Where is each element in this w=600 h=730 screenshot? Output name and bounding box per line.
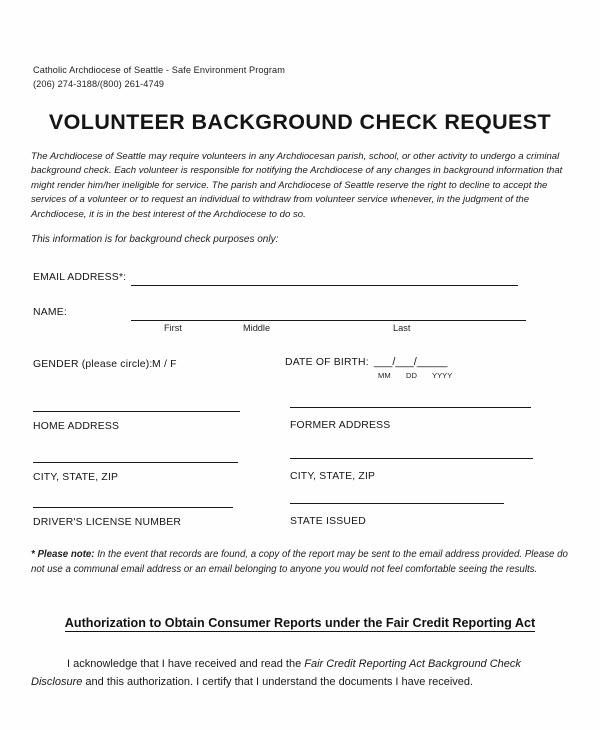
please-note-paragraph [31, 547, 581, 577]
name-label: NAME: [33, 307, 67, 318]
authorization-heading [0, 616, 600, 630]
organization-name: Catholic Archdiocese of Seattle - Safe Environment Program [33, 65, 285, 75]
home-address-input-line[interactable] [33, 411, 240, 412]
home-address-label: HOME ADDRESS [33, 421, 120, 432]
acknowledgement-paragraph [31, 656, 571, 691]
gender-options[interactable]: M / F [152, 359, 177, 370]
former-city-state-zip-label: CITY, STATE, ZIP [290, 471, 376, 482]
name-sublabel-first: First [164, 323, 182, 333]
drivers-license-input-line[interactable] [33, 507, 233, 508]
acknowledgement-part-1: I acknowledge that I have received and read the [67, 658, 305, 670]
state-issued-label: STATE ISSUED [290, 516, 366, 527]
gender-label: GENDER (please circle): [33, 359, 153, 370]
dob-sublabel-mm: MM [378, 371, 391, 380]
acknowledgement-part-2: and this authorization. I certify that I understand the documents I have received. [82, 675, 474, 688]
drivers-license-label: DRIVER'S LICENSE NUMBER [33, 517, 182, 528]
home-city-state-zip-input-line[interactable] [33, 462, 238, 463]
former-address-input-line[interactable] [290, 407, 531, 408]
dob-sublabel-dd: DD [406, 371, 417, 380]
acknowledgement-document-title: Fair Credit Reporting Act Background Check Disclosure [31, 658, 521, 688]
organization-header [33, 64, 285, 91]
former-address-label: FORMER ADDRESS [290, 420, 391, 431]
intro-paragraph: The Archdiocese of Seattle may require volunteers in any Archdiocesan parish, school, or other activity to undergo a criminal background check. Each volunteer is responsible for notifying the Archdiocese of any changes in background information that might render him/her ineligible for service. The parish and Archdiocese of Seattle reserve the right to decline to accept the services of a volunteer or to request an individual to withdraw from volunteer service whenever, in the judgment of the Archdiocese, it is in the best interest of the Archdiocese to do so. [31, 151, 563, 220]
date-of-birth-label: DATE OF BIRTH: [285, 357, 369, 368]
email-input-line[interactable] [131, 285, 518, 286]
home-city-state-zip-label: CITY, STATE, ZIP [33, 472, 119, 483]
name-sublabel-last: Last [393, 323, 411, 333]
email-label: EMAIL ADDRESS*: [33, 272, 127, 283]
page-title: VOLUNTEER BACKGROUND CHECK REQUEST [48, 110, 552, 134]
former-city-state-zip-input-line[interactable] [290, 458, 533, 459]
please-note-prefix: * Please note: [31, 549, 95, 560]
organization-phone: (206) 274-3188/(800) 261-4749 [33, 78, 165, 89]
authorization-heading-text: Authorization to Obtain Consumer Reports under the Fair Credit Reporting Act [64, 616, 536, 630]
dob-sublabel-yyyy: YYYY [432, 371, 453, 380]
state-issued-input-line[interactable] [290, 503, 504, 504]
name-input-line[interactable] [131, 320, 526, 321]
name-sublabel-middle: Middle [243, 323, 271, 333]
date-of-birth-input-line[interactable]: ___/___/_____ [374, 356, 448, 368]
please-note-body: In the event that records are found, a copy of the report may be sent to the email address provided. Please do not use a communal email address or an email belonging to anyone you would not feel comfortable seeing the results. [31, 549, 568, 575]
purpose-note: This information is for background check purposes only: [31, 234, 279, 245]
